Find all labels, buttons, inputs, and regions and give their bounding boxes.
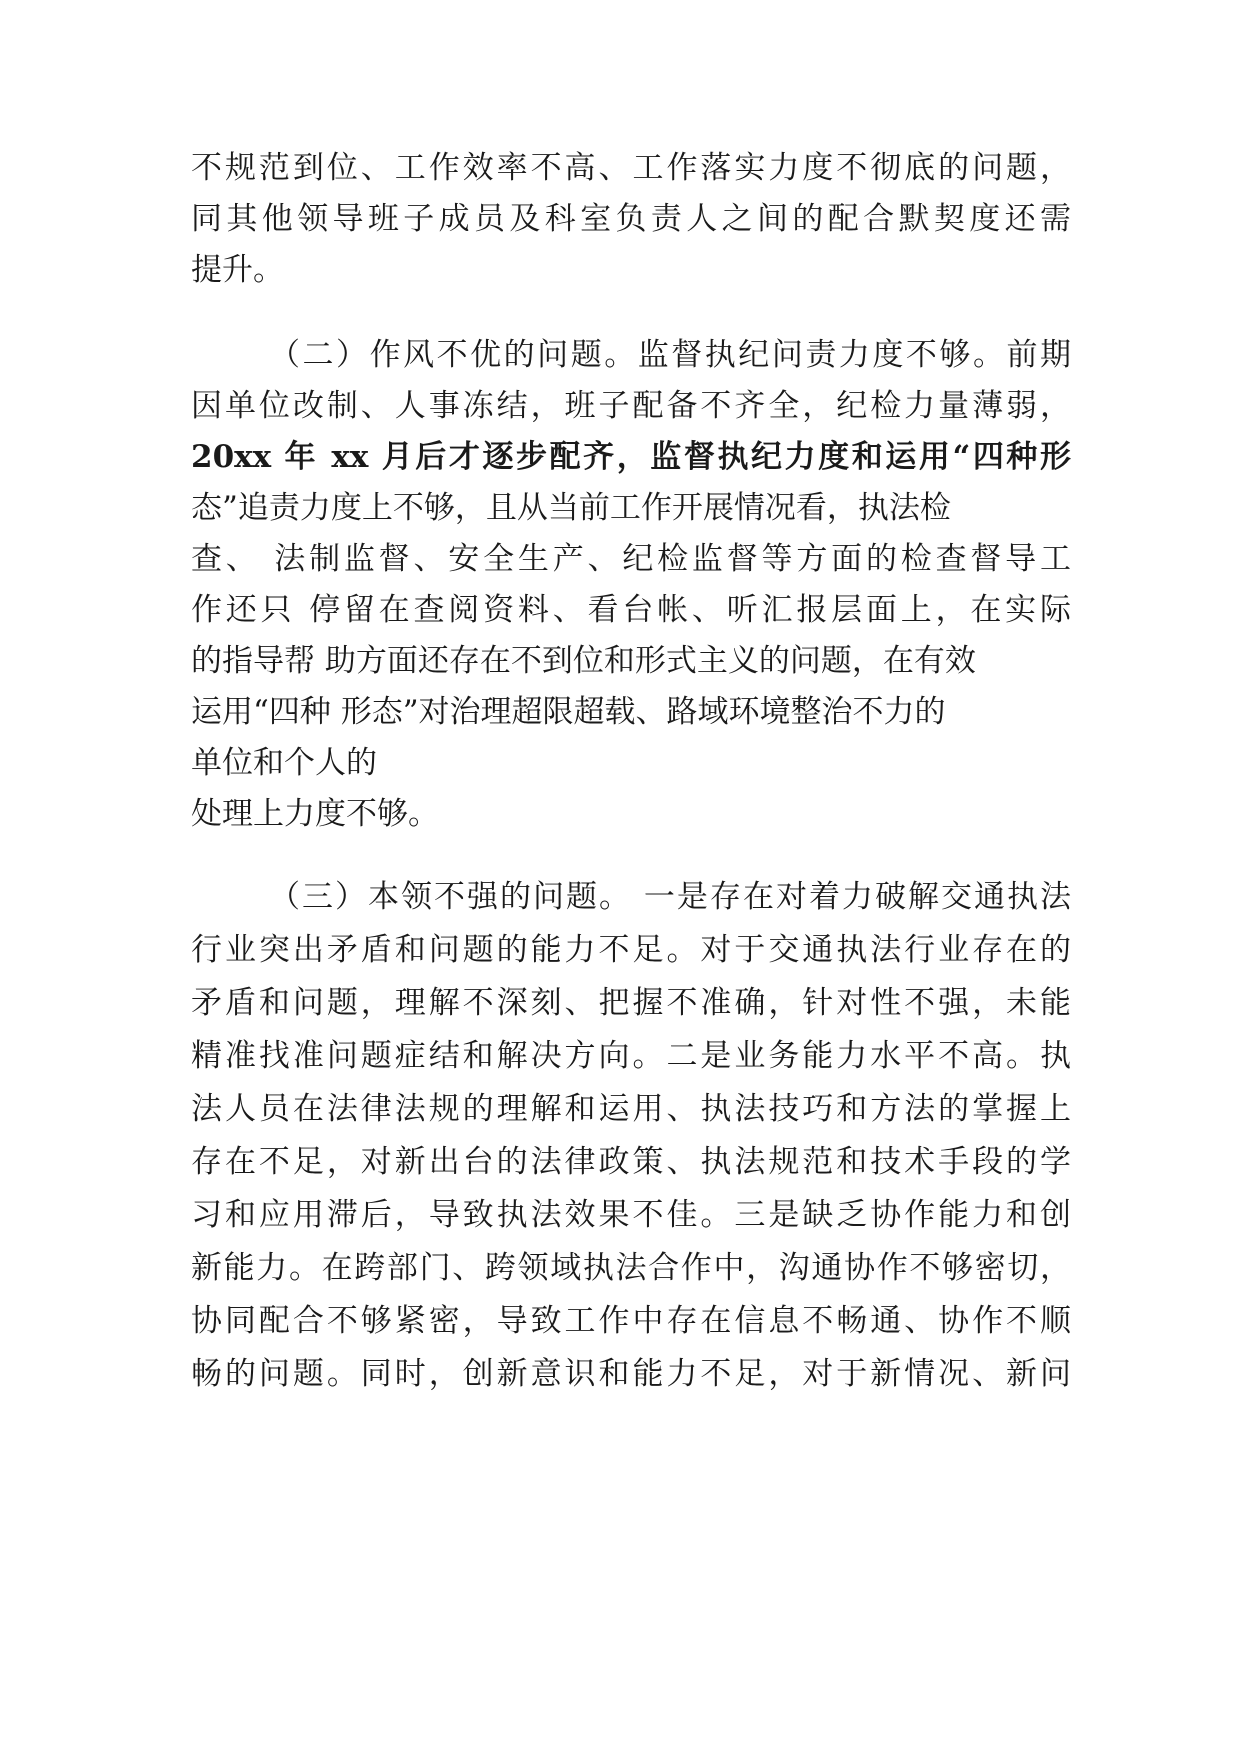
- paragraph-2-line-5: 查、 法制监督、安全生产、纪检监督等方面的检查督导工: [191, 541, 1071, 577]
- paragraph-3-line-5: 法人员在法律法规的理解和运用、执法技巧和方法的掌握上: [191, 1091, 1071, 1127]
- paragraph-2-line-7: 的指导帮 助方面还存在不到位和形式主义的问题，在有效: [191, 643, 976, 679]
- paragraph-2-line-4: 态”追责力度上不够，且从当前工作开展情况看，执法检: [191, 490, 951, 526]
- paragraph-3-line-3: 矛盾和问题，理解不深刻、把握不准确，针对性不强，未能: [191, 985, 1071, 1021]
- paragraph-3-line-4: 精准找准问题症结和解决方向。二是业务能力水平不高。执: [191, 1038, 1071, 1074]
- paragraph-3-line-6: 存在不足，对新出台的法律政策、执法规范和技术手段的学: [191, 1144, 1071, 1180]
- paragraph-2-line-3: 20xx 年 xx 月后才逐步配齐，监督执纪力度和运用“四种形: [191, 439, 1071, 475]
- paragraph-2-line-8: 运用“四种 形态”对治理超限超载、路域环境整治不力的: [191, 694, 946, 730]
- paragraph-2-line-1: （二）作风不优的问题。监督执纪问责力度不够。前期: [269, 337, 1071, 373]
- paragraph-2-line-10: 处理上力度不够。: [191, 796, 439, 832]
- paragraph-2-line-6: 作还只 停留在查阅资料、看台帐、听汇报层面上，在实际: [191, 592, 1071, 628]
- paragraph-1-line-2: 同其他领导班子成员及科室负责人之间的配合默契度还需: [191, 201, 1071, 237]
- paragraph-3-line-8: 新能力。在跨部门、跨领域执法合作中，沟通协作不够密切，: [191, 1250, 1071, 1286]
- paragraph-3-line-1: （三）本领不强的问题。 一是存在对着力破解交通执法: [269, 879, 1071, 915]
- paragraph-3-line-7: 习和应用滞后，导致执法效果不佳。三是缺乏协作能力和创: [191, 1197, 1071, 1233]
- paragraph-3-line-2: 行业突出矛盾和问题的能力不足。对于交通执法行业存在的: [191, 932, 1071, 968]
- paragraph-2-line-9: 单位和个人的: [191, 745, 377, 781]
- paragraph-3-line-10: 畅的问题。同时，创新意识和能力不足，对于新情况、新问: [191, 1356, 1071, 1392]
- paragraph-1-line-1: 不规范到位、工作效率不高、工作落实力度不彻底的问题，: [191, 150, 1071, 186]
- paragraph-1-line-3: 提升。: [191, 252, 284, 288]
- paragraph-3-line-9: 协同配合不够紧密，导致工作中存在信息不畅通、协作不顺: [191, 1303, 1071, 1339]
- paragraph-2-line-2: 因单位改制、人事冻结，班子配备不齐全，纪检力量薄弱，: [191, 388, 1071, 424]
